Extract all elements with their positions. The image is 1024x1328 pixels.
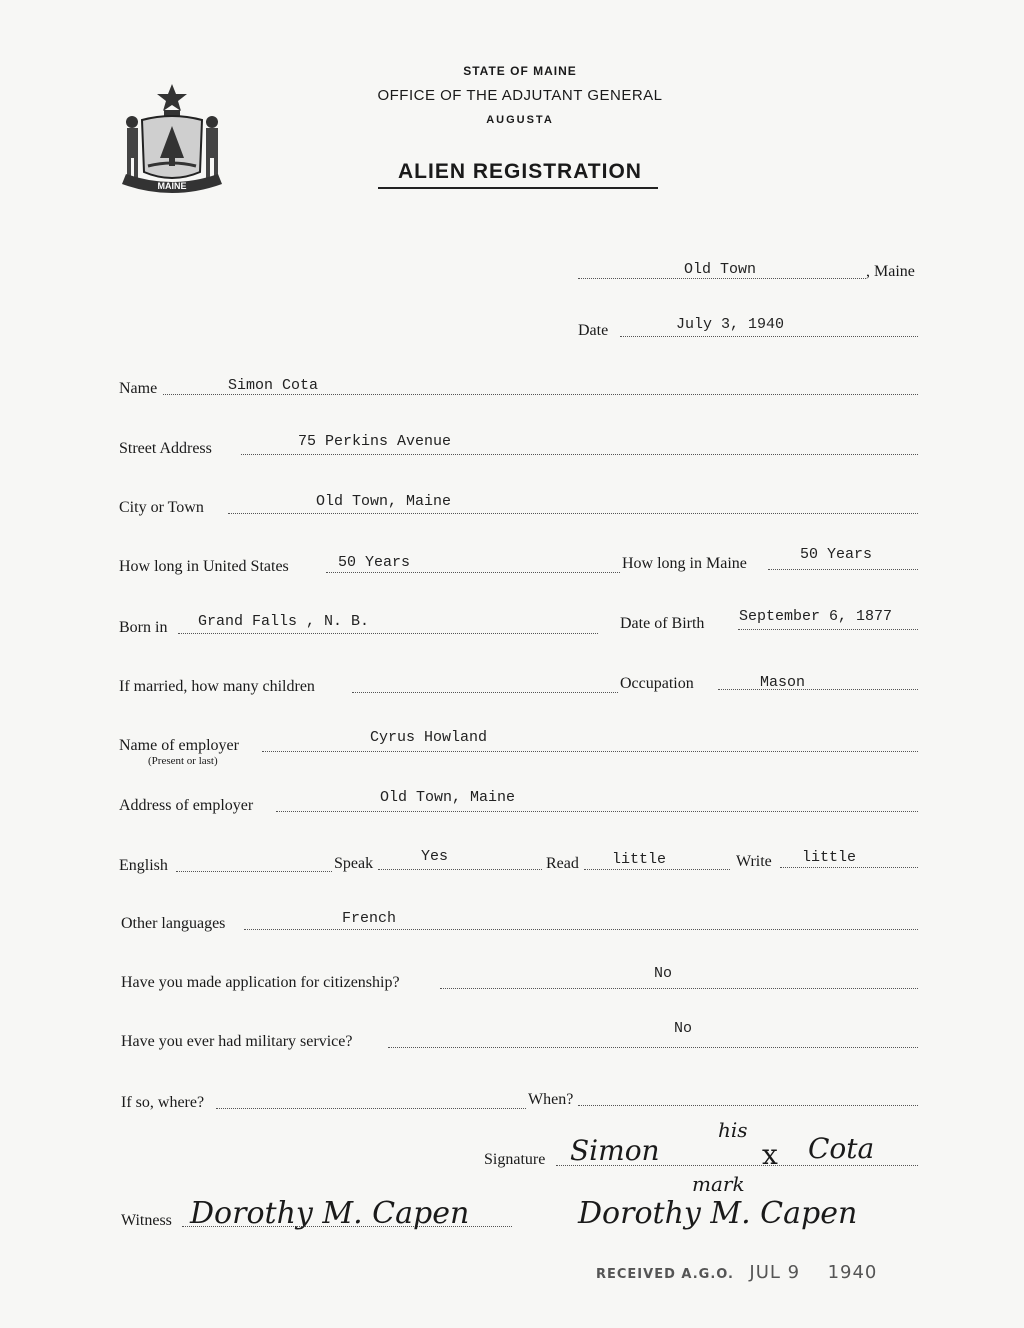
employer-value: Cyrus Howland — [370, 729, 488, 746]
header-office: OFFICE OF THE ADJUTANT GENERAL — [377, 87, 663, 104]
name-value: Simon Cota — [228, 377, 319, 394]
received-stamp — [596, 1262, 877, 1283]
when-label: When? — [528, 1091, 574, 1108]
maine-years-value: 50 Years — [800, 546, 873, 563]
signature-mark: mark — [692, 1172, 745, 1196]
write-value: little — [802, 849, 857, 866]
employer-label: Name of employer — [119, 737, 239, 754]
date-label: Date — [578, 322, 609, 339]
born-value: Grand Falls , N. B. — [198, 613, 370, 630]
signature-label: Signature — [484, 1151, 546, 1168]
occupation-label: Occupation — [620, 675, 694, 692]
title-underline — [378, 187, 658, 189]
other-languages-label: Other languages — [121, 915, 226, 932]
stamp-year: 1940 — [827, 1262, 878, 1283]
read-label: Read — [546, 855, 579, 872]
read-value: little — [612, 851, 667, 868]
witness-value: Dorothy M. Capen — [190, 1196, 470, 1231]
city-value: Old Town, Maine — [316, 493, 452, 510]
seal-text: MAINE — [157, 181, 187, 191]
header-city: AUGUSTA — [486, 114, 554, 126]
signature-x: x — [762, 1138, 778, 1171]
speak-label: Speak — [334, 855, 374, 872]
town-value: Old Town — [684, 261, 757, 278]
city-label: City or Town — [119, 499, 204, 516]
citizenship-label: Have you made application for citizenship? — [121, 974, 400, 991]
english-label: English — [119, 857, 168, 874]
street-value: 75 Perkins Avenue — [298, 433, 452, 450]
employer-sublabel: (Present or last) — [148, 755, 218, 767]
military-label: Have you ever had military service? — [121, 1033, 353, 1050]
header-state: STATE OF MAINE — [463, 64, 577, 78]
speak-value: Yes — [421, 848, 449, 865]
signature-last: Cota — [808, 1132, 875, 1165]
date-value: July 3, 1940 — [676, 316, 785, 333]
where-label: If so, where? — [121, 1094, 205, 1111]
street-label: Street Address — [119, 440, 212, 457]
us-years-value: 50 Years — [338, 554, 411, 571]
us-years-label: How long in United States — [119, 558, 289, 575]
born-label: Born in — [119, 619, 168, 636]
employer-address-label: Address of employer — [119, 797, 254, 814]
other-languages-value: French — [342, 910, 397, 927]
dob-value: September 6, 1877 — [739, 608, 893, 625]
form-title: ALIEN REGISTRATION — [398, 160, 642, 183]
name-label: Name — [119, 380, 158, 397]
witness-signed-name: Dorothy M. Capen — [578, 1196, 858, 1231]
maine-years-label: How long in Maine — [622, 555, 747, 572]
witness-label: Witness — [121, 1212, 172, 1229]
children-label: If married, how many children — [119, 678, 315, 695]
signature-first: Simon — [570, 1134, 660, 1167]
occupation-value: Mason — [760, 674, 806, 691]
dob-label: Date of Birth — [620, 615, 705, 632]
stamp-received: RECEIVED A.G.O. — [596, 1267, 734, 1282]
town-suffix: , Maine — [866, 263, 915, 280]
employer-address-value: Old Town, Maine — [380, 789, 516, 806]
stamp-date: JUL 9 — [749, 1262, 801, 1283]
citizenship-value: No — [654, 965, 673, 982]
signature-his: his — [718, 1118, 748, 1142]
military-value: No — [674, 1020, 693, 1037]
write-label: Write — [736, 853, 772, 870]
